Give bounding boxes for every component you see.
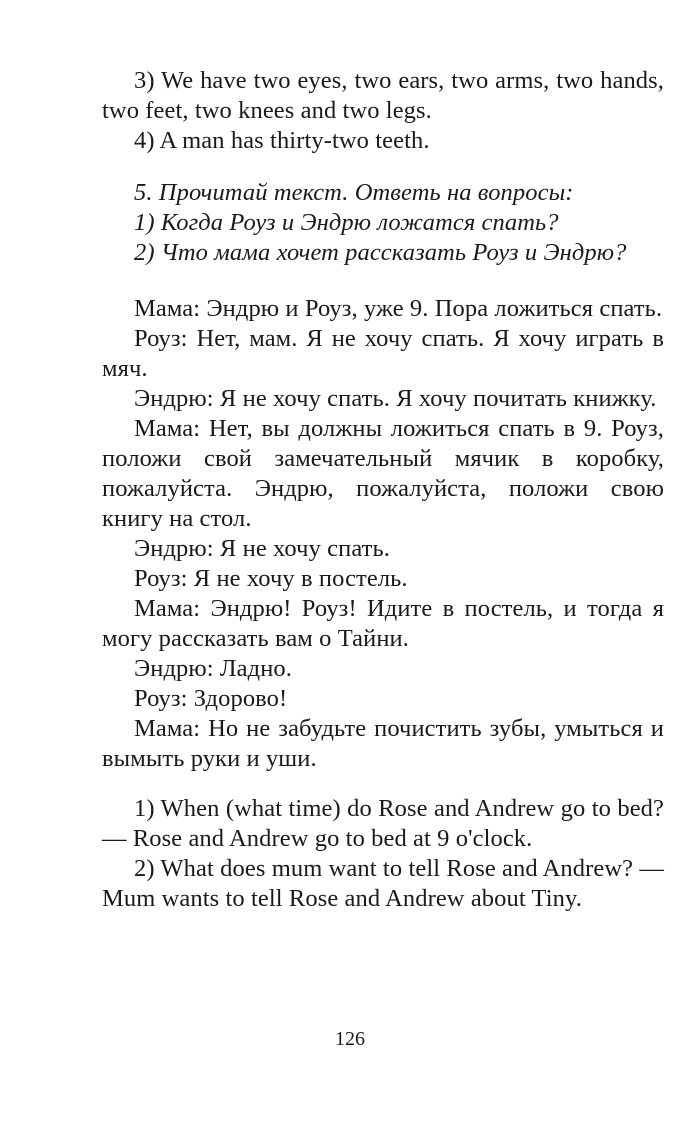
dialogue-line: Мама: Нет, вы должны ложиться спать в 9. Роуз, положи свой замечательный мячик в коробку, пожалуйста. Эндрю, пожалуйста, положи свою книгу на стол. (102, 415, 664, 532)
answer-1: 1) When (what time) do Rose and Andrew go to bed? — Rose and Andrew go to bed at 9 o'clock. (102, 795, 664, 852)
exercise-question-1: 1) Когда Роуз и Эндрю ложатся спать? (134, 209, 559, 236)
previous-answer-3: 3) We have two eyes, two ears, two arms, two hands, two feet, two knees and two legs. (102, 67, 664, 124)
dialogue-line: Мама: Эндрю и Роуз, уже 9. Пора ложиться спать. (134, 295, 663, 322)
dialogue-line: Роуз: Здорово! (134, 685, 288, 712)
dialogue-line: Эндрю: Я не хочу спать. (134, 535, 390, 562)
dialogue-line: Эндрю: Я не хочу спать. Я хочу почитать книжку. (134, 385, 657, 412)
dialogue-line: Мама: Но не забудьте почистить зубы, умыться и вымыть руки и уши. (102, 715, 664, 772)
page-number: 126 (335, 1028, 365, 1050)
dialogue-line: Роуз: Нет, мам. Я не хочу спать. Я хочу играть в мяч. (102, 325, 664, 382)
previous-answer-4: 4) A man has thirty-two teeth. (134, 127, 430, 154)
answer-2: 2) What does mum want to tell Rose and Andrew? — Mum wants to tell Rose and Andrew about Tiny. (102, 855, 664, 912)
dialogue (102, 294, 664, 774)
dialogue-line: Мама: Эндрю! Роуз! Идите в постель, и тогда я могу рассказать вам о Тайни. (102, 595, 664, 652)
dialogue-line: Роуз: Я не хочу в постель. (134, 565, 408, 592)
answers (102, 794, 664, 914)
exercise-title: 5. Прочитай текст. Ответь на вопросы: (134, 179, 574, 206)
exercise-question-2: 2) Что мама хочет рассказать Роуз и Эндрю? (134, 239, 627, 266)
dialogue-line: Эндрю: Ладно. (134, 655, 292, 682)
